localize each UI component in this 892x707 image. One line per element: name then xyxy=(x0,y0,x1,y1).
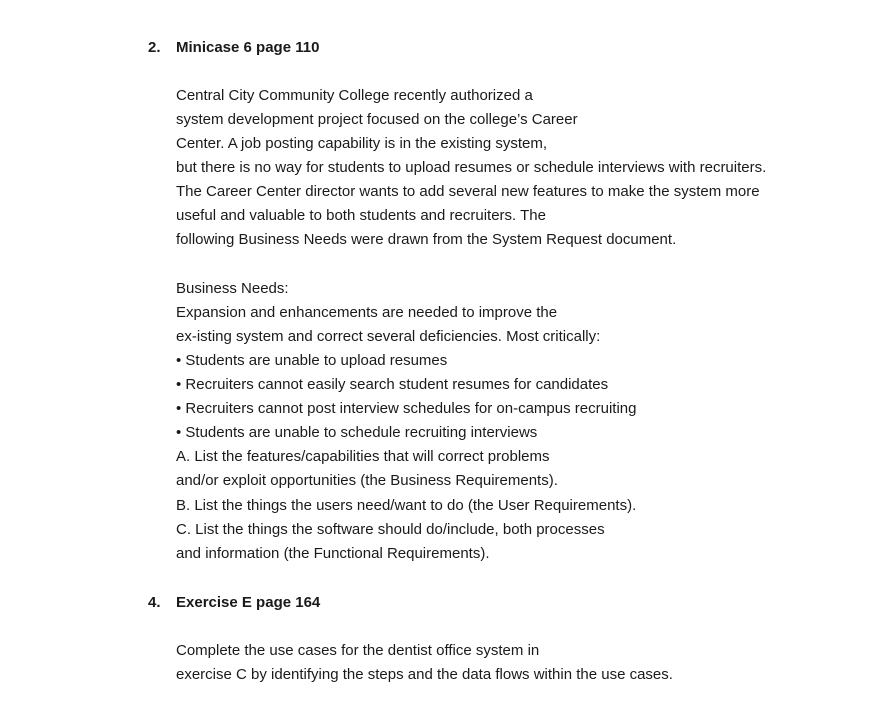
task-line: C. List the things the software should do/include, both processes xyxy=(176,521,605,538)
needs-line: ex-isting system and correct several deficiencies. Most critically: xyxy=(176,328,601,345)
paragraph-line: but there is no way for students to upload resumes or schedule interviews with recruiters. xyxy=(176,159,767,176)
bullet-item: • Students are unable to schedule recruiting interviews xyxy=(176,424,538,441)
business-needs-heading: Business Needs: xyxy=(176,280,289,297)
paragraph-line: exercise C by identifying the steps and the data flows within the use cases. xyxy=(176,666,673,683)
task-line: B. List the things the users need/want to do (the User Requirements). xyxy=(176,497,637,514)
section-4-heading xyxy=(148,593,320,613)
bullet-item: • Students are unable to upload resumes xyxy=(176,352,448,369)
task-line: A. List the features/capabilities that will correct problems xyxy=(176,448,550,465)
section-2-heading xyxy=(148,38,319,58)
paragraph-line: Central City Community College recently authorized a xyxy=(176,87,533,104)
paragraph-line: following Business Needs were drawn from the System Request document. xyxy=(176,231,677,248)
section-4-title: Exercise E page 164 xyxy=(176,594,321,611)
paragraph-line: The Career Center director wants to add several new features to make the system more xyxy=(176,183,760,200)
needs-line: Expansion and enhancements are needed to improve the xyxy=(176,304,558,321)
paragraph-line: Complete the use cases for the dentist office system in xyxy=(176,642,540,659)
bullet-item: • Recruiters cannot easily search student resumes for candidates xyxy=(176,376,609,393)
task-line: and/or exploit opportunities (the Business Requirements). xyxy=(176,472,558,489)
section-2-title: Minicase 6 page 110 xyxy=(176,39,320,56)
paragraph-line: system development project focused on the college’s Career xyxy=(176,111,578,128)
section-4-number: 4. xyxy=(148,594,161,611)
section-2-number: 2. xyxy=(148,39,161,56)
paragraph-line: useful and valuable to both students and recruiters. The xyxy=(176,207,546,224)
bullet-item: • Recruiters cannot post interview schedules for on-campus recruiting xyxy=(176,400,637,417)
task-line: and information (the Functional Requirements). xyxy=(176,545,490,562)
paragraph-line: Center. A job posting capability is in the existing system, xyxy=(176,135,548,152)
